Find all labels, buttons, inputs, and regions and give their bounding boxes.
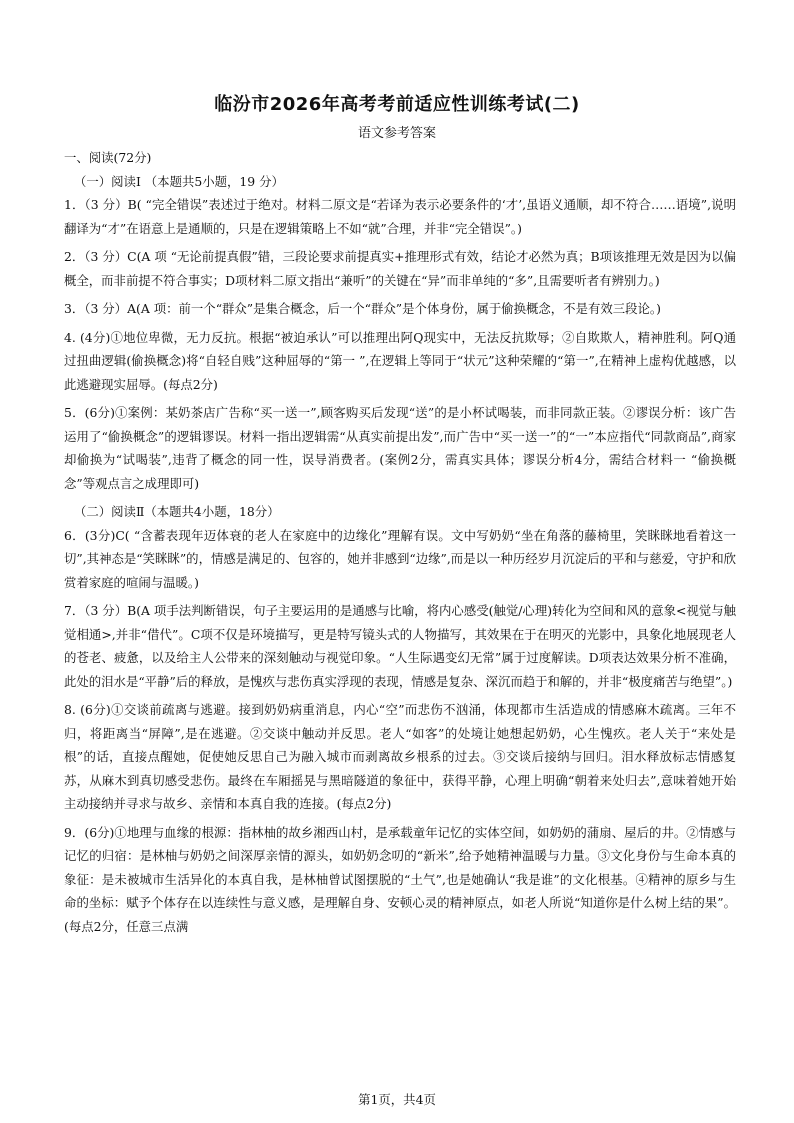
answer-q1: 1．（3 分）B( “完全错误”表述过于绝对。材料二原文是“若译为表示必要条件的‘才’,虽语义通顺，却不符合……语境”,说明翻译为“才”在语意上是通顺的，只是在逻辑策略上不如“就”合理，并非“完全错误”。) <box>64 197 736 236</box>
answer-q7: 7．（3 分）B(A 项手法判断错误，句子主要运用的是通感与比喻，将内心感受(触觉/心理)转化为空间和风的意象<视觉与触觉相通>,并非“借代”。C项不仅是环境描写，更是特写镜头式的人物描写，其效果在于在明灭的光影中，具象化地展现老人的苍老、疲惫，以及给主人公带来的深刻触动与视觉印象。“人生际遇变幻无常”属于过度解读。D项表达效果分析不准确，此处的泪水是“平静”后的释放，是愧疚与悲伤真实浮现的表现，情感是复杂、深沉而趋于和解的，并非“极度痛苦与绝望”。) <box>64 603 736 689</box>
answer-q4: 4. (4分)①地位卑微，无力反抗。根据“被迫承认”可以推理出阿Q现实中，无法反抗欺辱；②自欺欺人，精神胜利。阿Q通过扭曲逻辑(偷换概念)将“自轻自贱”这种屈辱的“第一 ”,在逻辑上等同于“状元”这种荣耀的“第一”,在精神上虚构优越感，以此逃避现实屈辱。(每点2分) <box>64 329 736 392</box>
answer-content <box>64 146 736 943</box>
page-number: 第1页，共4页 <box>358 1092 436 1107</box>
answer-q5: 5．(6分)①案例：某奶茶店广告称“买一送一”,顾客购买后发现“送”的是小杯试喝装，而非同款正装。②谬误分析：该广告运用了“偷换概念”的逻辑谬误。材料一指出逻辑需“从真实前提出发”,而广告中“买一送一”的“一”本应指代“同款商品”,商家却偷换为“试喝装”,违背了概念的同一性，误导消费者。(案例2分，需真实具体；谬误分析4分，需结合材料一 “偷换概念”等观点言之成理即可) <box>64 405 736 491</box>
answer-q6: 6．(3分)C( “含蓄表现年迈体衰的老人在家庭中的边缘化”理解有误。文中写奶奶“坐在角落的藤椅里，笑眯眯地看着这一切”,其神态是“笑眯眯”的，情感是满足的、包容的，她并非感到“边缘”,而是以一种历经岁月沉淀后的平和与慈爱，守护和欣赏着家庭的喧闹与温暖。) <box>64 527 736 590</box>
section-heading-reading: 一、阅读(72分) <box>64 150 152 165</box>
page-subtitle: 语文参考答案 <box>357 126 436 141</box>
answer-q2: 2．（3 分）C(A 项 “无论前提真假”错，三段论要求前提真实+推理形式有效，结论才必然为真；B项该推理无效是因为以偏概全，而非前提不符合事实；D项材料二原文指出“兼听”的关键在“异”而非单纯的“多”,且需要听者有辨别力。) <box>64 249 736 288</box>
answer-q8: 8. (6分)①交谈前疏离与逃避。接到奶奶病重消息，内心“空”而悲伤不汹涌，体现都市生活造成的情感麻木疏离。三年不归，将距离当“屏障”,是在逃避。②交谈中触动并反思。老人“如客”的处境让她想起奶奶，心生愧疚。老人关于“来处是根”的话，直接点醒她，促使她反思自己为融入城市而剥离故乡根系的过去。③交谈后接纳与回归。泪水释放标志情感复苏，从麻木到真切感受悲伤。最终在车厢摇晃与黑暗隧道的象征中，获得平静，心理上明确“朝着来处归去”,意味着她开始主动接纳并寻求与故乡、亲情和本真自我的连接。(每点2分) <box>64 702 736 811</box>
subsection-heading-reading-2: （二）阅读Ⅱ（本题共4小题，18分） <box>74 504 280 519</box>
answer-q9: 9．(6分)①地理与血缘的根源：指林柚的故乡湘西山村，是承载童年记忆的实体空间，如奶奶的蒲扇、屋后的井。②情感与记忆的归宿：是林柚与奶奶之间深厚亲情的源头，如奶奶念叨的“新米”,给予她精神温暖与力量。③文化身份与生命本真的象征：是未被城市生活异化的本真自我，是林柚曾试图摆脱的“土气”,也是她确认“我是谁”的文化根基。④精神的原乡与生命的坐标：赋予个体存在以连续性与意义感，是理解自身、安顿心灵的精神原点，如老人所说“知道你是什么树上结的果”。(每点2分，任意三点满 <box>64 824 736 934</box>
subsection-heading-reading-1: （一）阅读I （本题共5小题，19 分） <box>74 173 284 189</box>
page-title: 临汾市2026年高考考前适应性训练考试(二) <box>214 94 580 115</box>
answer-q3: 3．（3 分）A(A 项：前一个“群众”是集合概念，后一个“群众”是个体身份，属于偷换概念，不是有效三段论。) <box>64 301 661 316</box>
